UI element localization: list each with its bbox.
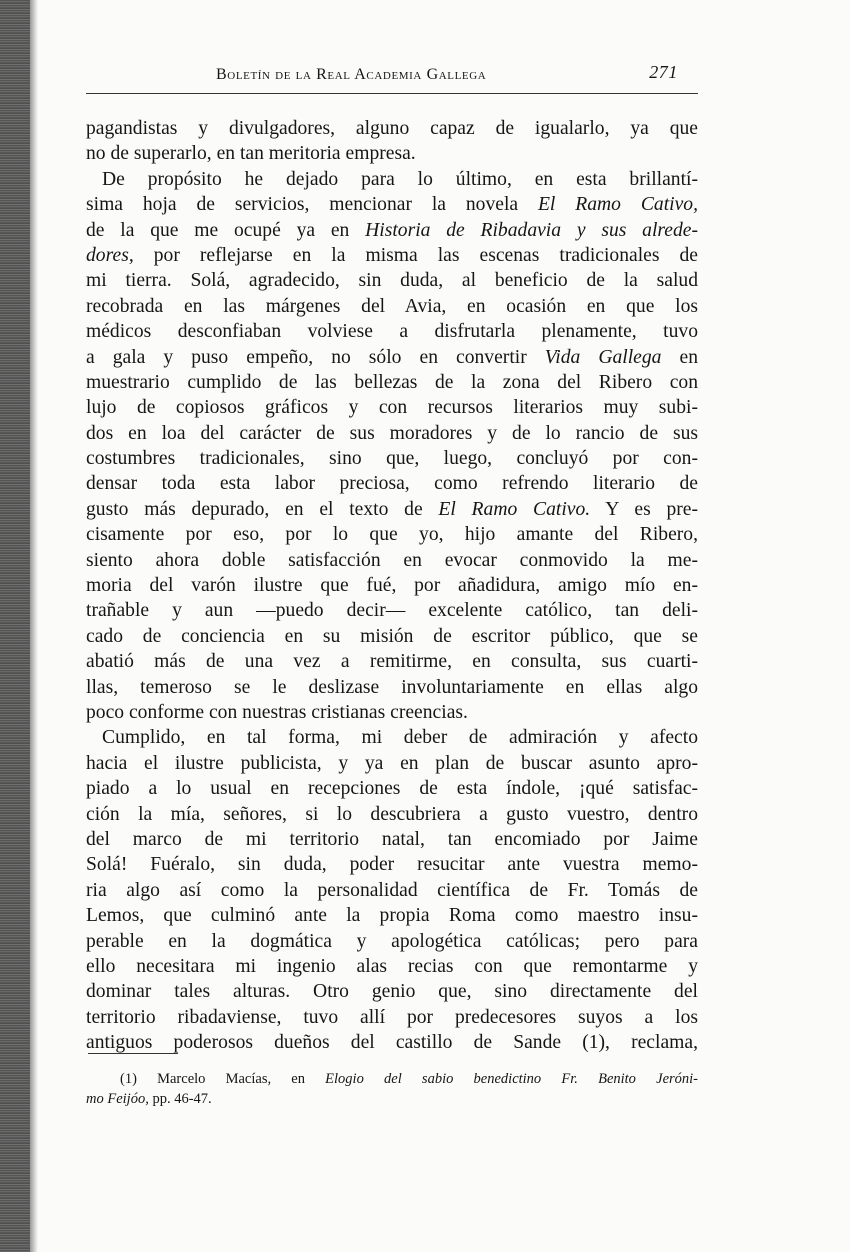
- body-line: [86, 497, 698, 522]
- text-segment: abatió más de una vez a remitirme, en consulta, sus cuarti-: [86, 651, 698, 673]
- body-line: [86, 268, 698, 293]
- body-line: [86, 218, 698, 243]
- body-line: [86, 776, 698, 801]
- text-segment: poco conforme con nuestras cristianas creencias.: [86, 701, 468, 723]
- italic-text: mo Feijóo,: [86, 1091, 149, 1107]
- text-segment: médicos desconfiaban volviese a disfrutarla plenamente, tuvo: [86, 321, 698, 343]
- text-segment: en: [661, 346, 698, 368]
- text-segment: moria del varón ilustre que fué, por añadidura, amigo mío en-: [86, 575, 698, 597]
- text-segment: ello necesitara mi ingenio alas recias con que remontarme y: [86, 955, 698, 977]
- body-line: [86, 421, 698, 446]
- body-line: [86, 1005, 698, 1030]
- body-line: [86, 827, 698, 852]
- text-segment: Solá! Fuéralo, sin duda, poder resucitar ante vuestra memo-: [86, 854, 698, 876]
- body-line: [86, 649, 698, 674]
- text-segment: recobrada en las márgenes del Avia, en ocasión en que los: [86, 295, 698, 317]
- text-segment: ción la mía, señores, si lo descubriera a gusto vuestro, dentro: [86, 803, 698, 825]
- text-segment: llas, temeroso se le deslizase involuntariamente en ellas algo: [86, 676, 698, 698]
- text-segment: gusto más depurado, en el texto de: [86, 498, 439, 520]
- body-line: [86, 294, 698, 319]
- text-segment: costumbres tradicionales, sino que, luego, concluyó por con-: [86, 448, 698, 470]
- body-line: [86, 751, 698, 776]
- body-text: [86, 116, 698, 1055]
- body-line: [86, 522, 698, 547]
- text-segment: dominar tales alturas. Otro genio que, sino directamente del: [86, 981, 698, 1003]
- body-line: [86, 395, 698, 420]
- text-segment: lujo de copiosos gráficos y con recursos literarios muy subi-: [86, 397, 698, 419]
- text-segment: densar toda esta labor preciosa, como refrendo literario de: [86, 473, 698, 495]
- text-segment: territorio ribadaviense, tuvo allí por predecesores suyos a los: [86, 1006, 698, 1028]
- text-segment: piado a lo usual en recepciones de esta índole, ¡qué satisfac-: [86, 778, 698, 800]
- binding-shadow: [30, 0, 38, 1252]
- text-segment: (1) Marcelo Macías, en: [120, 1071, 326, 1087]
- text-segment: ria algo así como la personalidad científica de Fr. Tomás de: [86, 879, 698, 901]
- text-segment: Lemos, que culminó ante la propia Roma como maestro insu-: [86, 905, 698, 927]
- body-line: [86, 446, 698, 471]
- italic-text: dores,: [86, 244, 134, 266]
- text-segment: siento ahora doble satisfacción en evocar conmovido la me-: [86, 549, 698, 571]
- body-line: [86, 802, 698, 827]
- text-segment: dos en loa del carácter de sus moradores y de lo rancio de sus: [86, 422, 698, 444]
- body-line: [86, 878, 698, 903]
- text-segment: Cumplido, en tal forma, mi deber de admiración y afecto: [102, 727, 698, 749]
- book-binding-edge: [0, 0, 30, 1252]
- footnote-rule: [88, 1053, 178, 1054]
- body-line: [86, 1030, 698, 1055]
- text-segment: cisamente por eso, por lo que yo, hijo amante del Ribero,: [86, 524, 698, 546]
- body-line: [86, 243, 698, 268]
- body-line: [86, 929, 698, 954]
- body-line: [86, 598, 698, 623]
- text-segment: pp. 46-47.: [148, 1091, 212, 1107]
- text-segment: perable en la dogmática y apologética católicas; pero para: [86, 930, 698, 952]
- text-segment: pagandistas y divulgadores, alguno capaz de igualarlo, ya que: [86, 118, 698, 139]
- footnote: [86, 1069, 698, 1109]
- body-line: [86, 624, 698, 649]
- body-line: [86, 319, 698, 344]
- footnote-line: [86, 1069, 698, 1089]
- text-segment: trañable y aun —puedo decir— excelente católico, tan deli-: [86, 600, 698, 622]
- italic-text: El Ramo Cativo.: [438, 498, 591, 520]
- text-segment: del marco de mi territorio natal, tan encomiado por Jaime: [86, 828, 698, 850]
- text-segment: Y es pre-: [590, 498, 698, 520]
- footnote-line: [86, 1089, 698, 1109]
- body-line: [86, 573, 698, 598]
- body-line: [86, 116, 698, 141]
- page-number: 271: [649, 62, 678, 82]
- text-segment: de la que me ocupé ya en: [86, 219, 366, 241]
- text-segment: hacia el ilustre publicista, y ya en plan de buscar asunto apro-: [86, 752, 698, 774]
- text-segment: cado de conciencia en su misión de escritor público, que se: [86, 625, 698, 647]
- body-line: [86, 700, 698, 725]
- body-line: [86, 141, 698, 166]
- text-segment: muestrario cumplido de las bellezas de la zona del Ribero con: [86, 371, 698, 393]
- italic-text: El Ramo Cativo,: [537, 194, 698, 216]
- body-line: [86, 852, 698, 877]
- italic-text: Elogio del sabio benedictino Fr. Benito Jeróni-: [325, 1071, 698, 1087]
- text-segment: antiguos poderosos dueños del castillo de Sande (1), reclama,: [86, 1032, 698, 1054]
- body-line: [86, 345, 698, 370]
- text-segment: no de superarlo, en tan meritoria empresa.: [86, 143, 416, 165]
- text-segment: por reflejarse en la misma las escenas tradicionales de: [133, 244, 698, 266]
- text-segment: sima hoja de servicios, mencionar la novela: [86, 194, 538, 216]
- body-line: [86, 954, 698, 979]
- italic-text: Vida Gallega: [544, 346, 662, 368]
- body-line: [86, 903, 698, 928]
- body-line: [86, 675, 698, 700]
- running-title: Boletín de la Real Academia Gallega: [216, 66, 487, 83]
- header-rule: [86, 93, 698, 94]
- body-line: [86, 548, 698, 573]
- body-line: [86, 725, 698, 750]
- body-line: [86, 370, 698, 395]
- text-segment: mi tierra. Solá, agradecido, sin duda, al beneficio de la salud: [86, 270, 698, 292]
- body-line: [86, 979, 698, 1004]
- text-segment: a gala y puso empeño, no sólo en convertir: [86, 346, 545, 368]
- body-line: [86, 192, 698, 217]
- text-segment: De propósito he dejado para lo último, en esta brillantí-: [102, 168, 698, 190]
- page-header: [86, 62, 698, 86]
- italic-text: Historia de Ribadavia y sus alrede-: [365, 219, 698, 241]
- body-line: [86, 167, 698, 192]
- body-line: [86, 471, 698, 496]
